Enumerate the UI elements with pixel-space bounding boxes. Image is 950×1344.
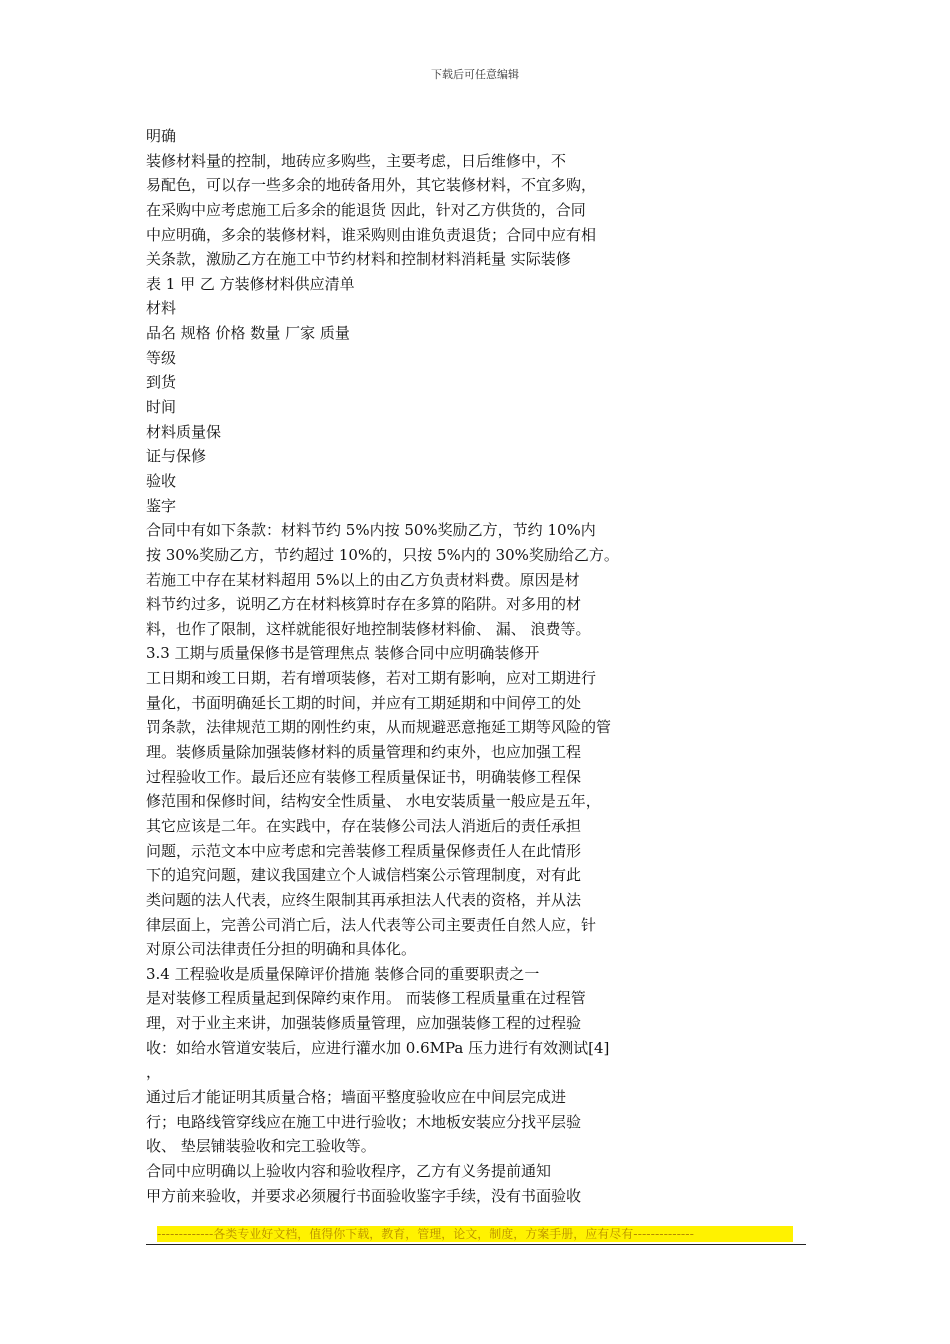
text-line: 到货 [146, 373, 177, 392]
text-line: 中应明确，多余的装修材料，谁采购则由谁负责退货；合同中应有相 [146, 225, 597, 244]
text-line: 律层面上，完善公司消亡后，法人代表等公司主要责任自然人应，针 [146, 915, 597, 934]
text-line: 工日期和竣工日期，若有增项装修，若对工期有影响，应对工期进行 [146, 669, 597, 688]
text-line: 料节约过多，说明乙方在材料核算时存在多算的陷阱。对多用的材 [146, 595, 582, 614]
text-line: ， [146, 1063, 162, 1082]
text-line: 合同中有如下条款：材料节约 5%内按 50%奖励乙方，节约 10%内 [146, 521, 596, 540]
page-header: 下载后可任意编辑 [431, 68, 519, 81]
text-line: 量化，书面明确延长工期的时间，并应有工期延期和中间停工的处 [146, 693, 582, 712]
text-line: 装修材料量的控制，地砖应多购些，主要考虑，日后维修中，不 [146, 151, 567, 170]
text-line: 在采购中应考虑施工后多余的能退货 因此，针对乙方供货的，合同 [146, 200, 586, 219]
text-line: 是对装修工程质量起到保障约束作用。 而装修工程质量重在过程管 [146, 989, 586, 1008]
text-line: 问题，示范文本中应考虑和完善装修工程质量保修责任人在此情形 [146, 841, 582, 860]
text-line: 下的追究问题，建议我国建立个人诚信档案公示管理制度，对有此 [146, 866, 582, 885]
text-line: 关条款，激励乙方在施工中节约材料和控制材料消耗量 实际装修 [146, 250, 571, 269]
section-heading-3-3: 3.3 工期与质量保修书是管理焦点 装修合同中应明确装修开 [146, 644, 540, 663]
text-line: 修范围和保修时间，结构安全性质量、 水电安装质量一般应是五年， [146, 792, 601, 811]
table-caption: 表 1 甲 乙 方装修材料供应清单 [146, 274, 355, 293]
text-line: 其它应该是二年。在实践中，存在装修公司法人消逝后的责任承担 [146, 816, 582, 835]
text-line: 品名 规格 价格 数量 厂家 质量 [146, 324, 350, 343]
document-body [146, 124, 706, 1208]
text-line: 行；电路线管穿线应在施工中进行验收；木地板安装应分找平层验 [146, 1112, 582, 1131]
text-line: 理。装修质量除加强装修材料的质量管理和约束外，也应加强工程 [146, 743, 582, 762]
text-line: 按 30%奖励乙方，节约超过 10%的，只按 5%内的 30%奖励给乙方。 [146, 545, 619, 564]
section-heading-3-4: 3.4 工程验收是质量保障评价措施 装修合同的重要职责之一 [146, 964, 540, 983]
footer-banner: -------------各类专业好文档，值得你下载，教育，管理，论文，制度，方案手册，应有尽有-------------- [157, 1226, 793, 1242]
text-line: 若施工中存在某材料超用 5%以上的由乙方负责材料费。原因是材 [146, 570, 580, 589]
text-line: 料，也作了限制，这样就能很好地控制装修材料偷、 漏、 浪费等。 [146, 619, 591, 638]
text-line: 合同中应明确以上验收内容和验收程序，乙方有义务提前通知 [146, 1161, 552, 1180]
text-line: 甲方前来验收，并要求必须履行书面验收鉴字手续，没有书面验收 [146, 1186, 582, 1205]
text-line: 时间 [146, 398, 177, 417]
text-line: 鉴字 [146, 496, 177, 515]
text-line: 明确 [146, 127, 177, 145]
text-line: 等级 [146, 348, 177, 367]
footer-divider [146, 1244, 806, 1245]
text-line: 类问题的法人代表，应终生限制其再承担法人代表的资格，并从法 [146, 890, 582, 909]
text-line: 证与保修 [146, 447, 207, 466]
text-line: 易配色，可以存一些多余的地砖备用外，其它装修材料，不宜多购， [146, 176, 597, 195]
text-line: 理，对于业主来讲，加强装修质量管理，应加强装修工程的过程验 [146, 1014, 582, 1033]
text-line: 对原公司法律责任分担的明确和具体化。 [146, 940, 417, 959]
text-line: 过程验收工作。最后还应有装修工程质量保证书，明确装修工程保 [146, 767, 582, 786]
text-line: 验收 [146, 471, 177, 490]
text-line: 收、 垫层铺装验收和完工验收等。 [146, 1137, 376, 1156]
text-line: 材料 [146, 299, 177, 318]
text-line: 材料质量保 [146, 422, 222, 441]
text-line: 罚条款，法律规范工期的刚性约束，从而规避恶意拖延工期等风险的管 [146, 718, 612, 737]
text-line: 通过后才能证明其质量合格；墙面平整度验收应在中间层完成进 [146, 1087, 567, 1106]
text-line: 收：如给水管道安装后，应进行灌水加 0.6MPa 压力进行有效测试[4] [146, 1038, 610, 1057]
